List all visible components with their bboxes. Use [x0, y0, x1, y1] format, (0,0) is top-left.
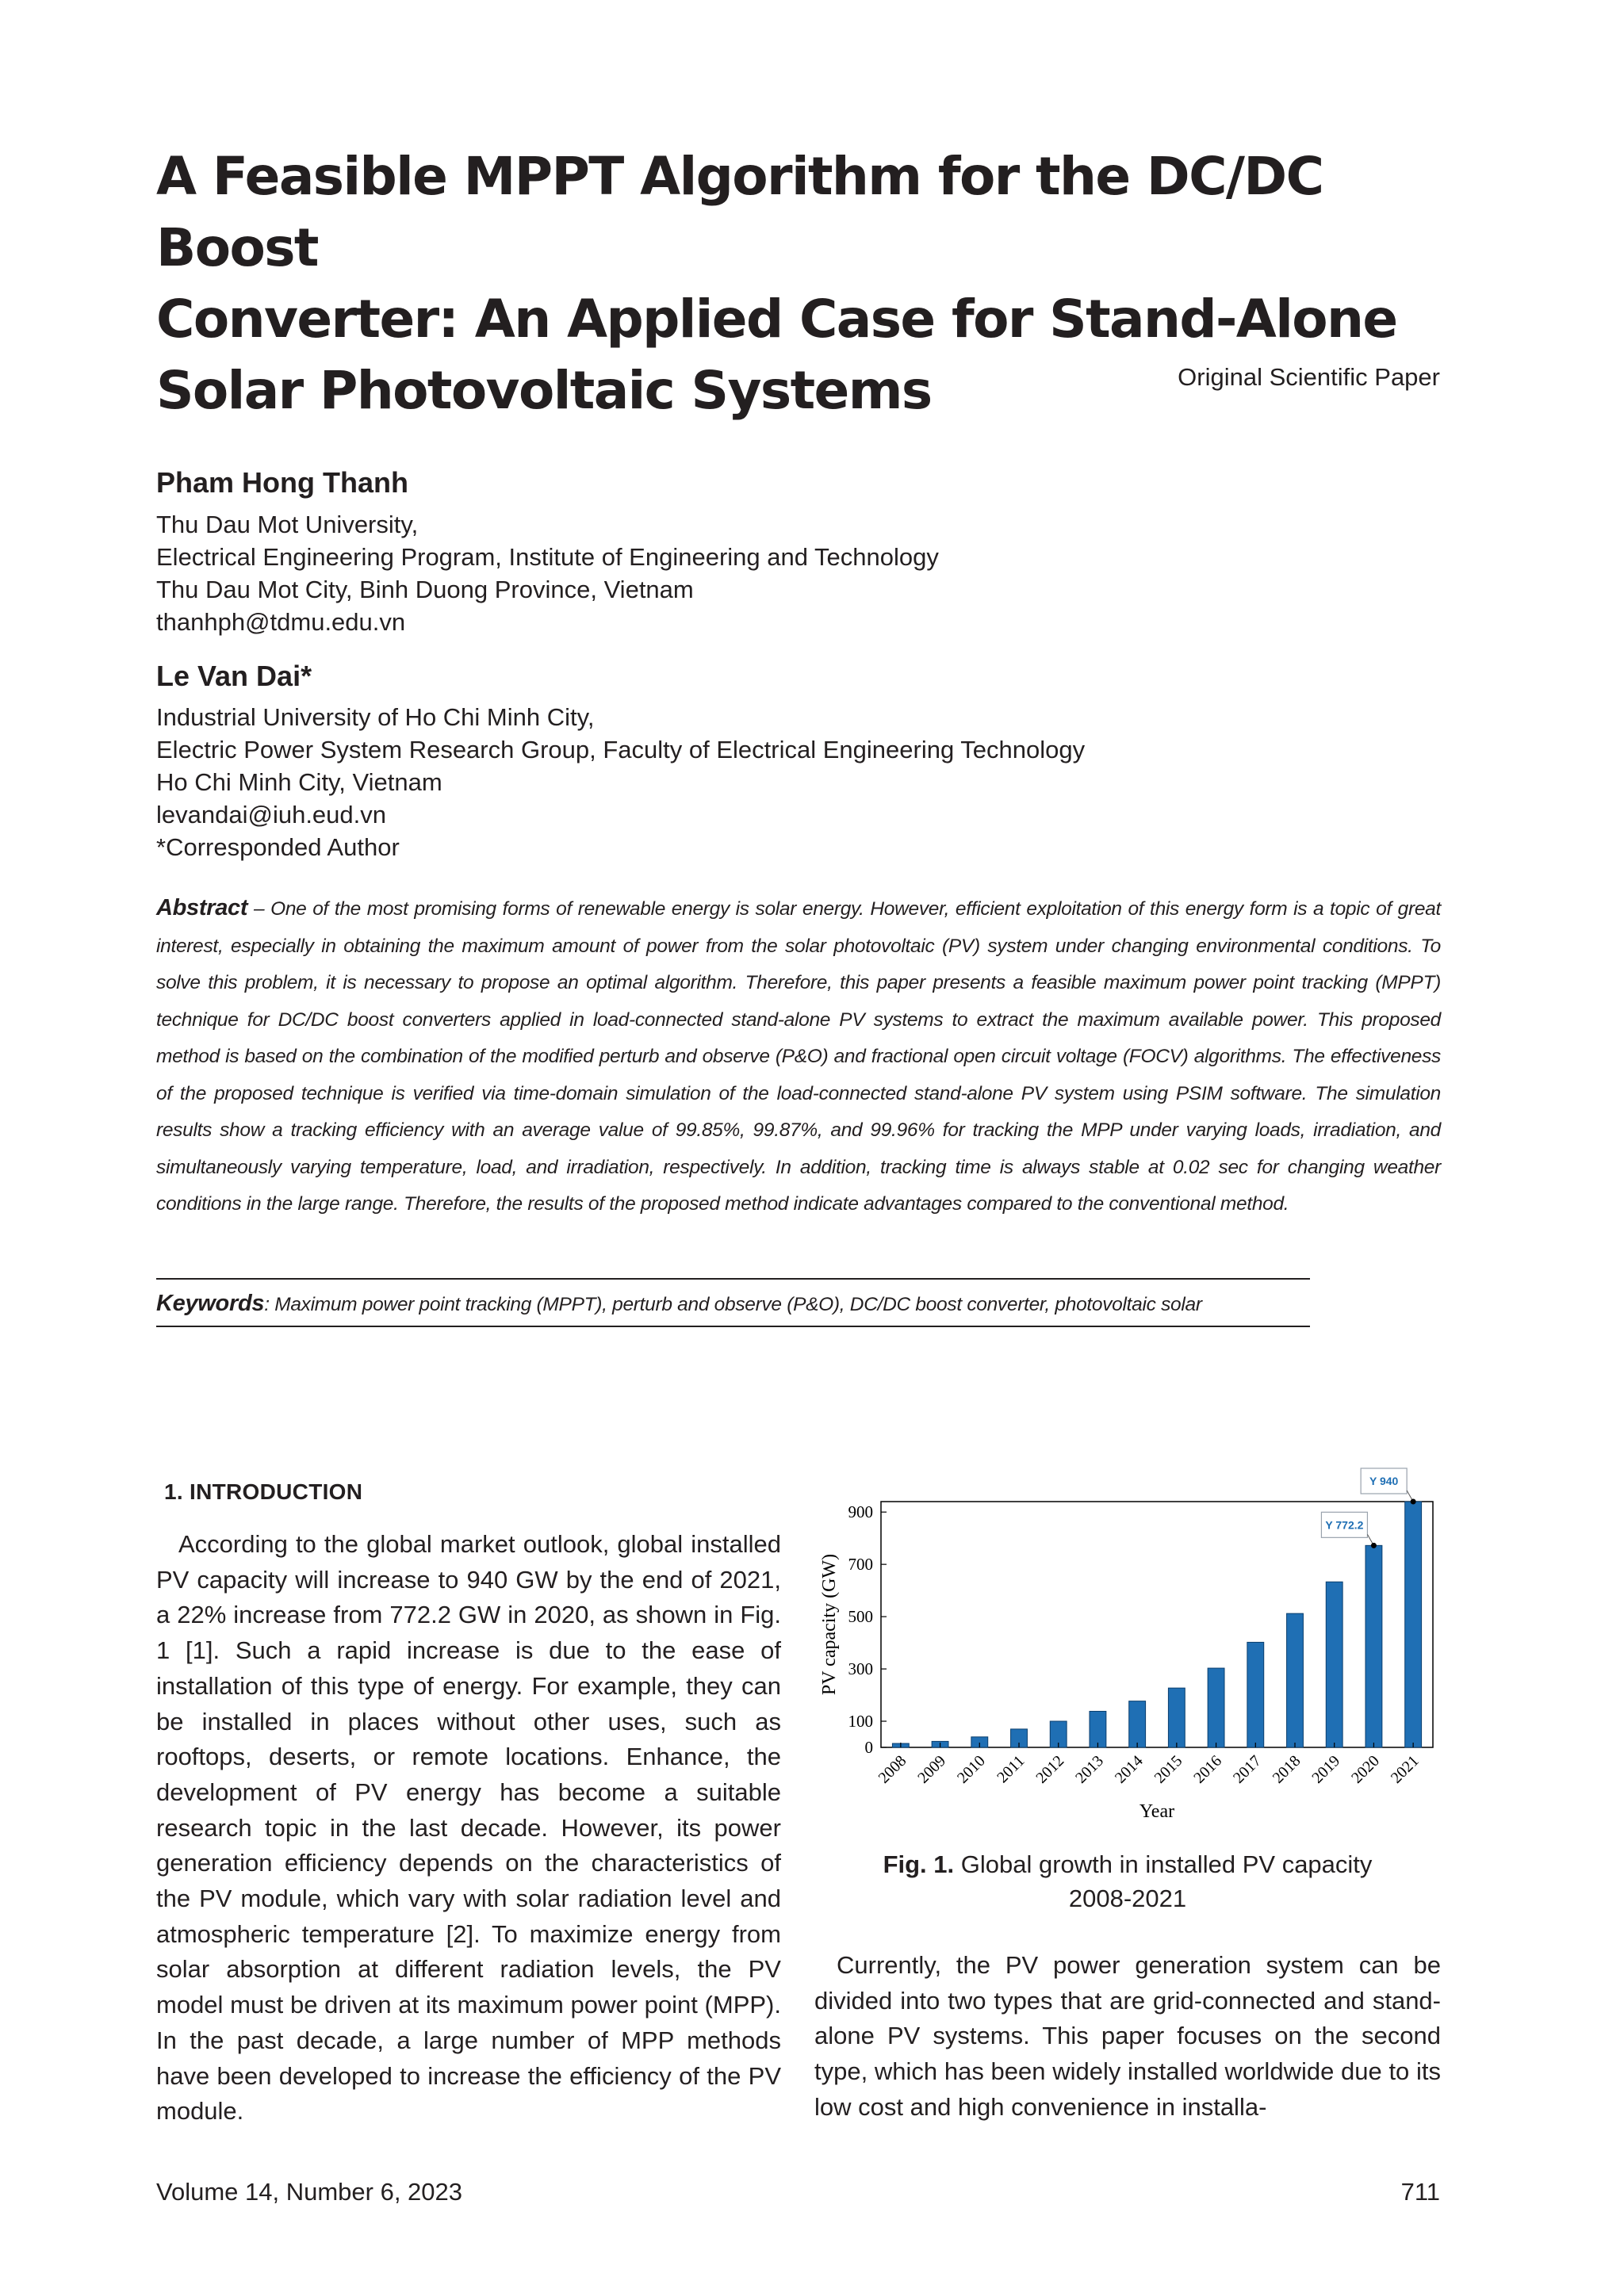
footer-volume: Volume 14, Number 6, 2023	[156, 2178, 463, 2206]
figure-caption	[814, 1847, 1441, 1915]
author-name: Pham Hong Thanh	[156, 466, 408, 499]
bar	[1287, 1613, 1304, 1747]
bar	[1326, 1582, 1342, 1747]
divider	[156, 1278, 1310, 1280]
affiliation-line: Ho Chi Minh City, Vietnam	[156, 768, 442, 796]
x-axis-label: Year	[1139, 1801, 1175, 1822]
x-tick-label: 2021	[1387, 1751, 1423, 1787]
x-tick-label: 2009	[914, 1751, 950, 1787]
x-tick-label: 2013	[1072, 1751, 1107, 1787]
y-tick-label: 100	[848, 1712, 873, 1732]
title-line: Solar Photovoltaic Systems	[156, 360, 932, 421]
bar	[1090, 1711, 1106, 1747]
x-tick-label: 2018	[1269, 1751, 1304, 1787]
keywords	[156, 1291, 1202, 1317]
bar	[1365, 1545, 1382, 1747]
y-tick-label: 300	[848, 1659, 873, 1679]
abstract	[156, 890, 1441, 1223]
paragraph: Currently, the PV power generation system can be divided into two types that are grid-connected and stand-alone PV systems. This paper focuses on the second type, which has been widely installed worldwide due to its low cost and high convenience in installa-	[814, 1951, 1441, 2121]
caption-text: Global growth in installed PV capacity	[954, 1850, 1373, 1878]
bar	[1247, 1642, 1264, 1747]
corresponding-note: *Corresponded Author	[156, 833, 400, 861]
x-tick-label: 2011	[994, 1751, 1028, 1787]
abstract-text: – One of the most promising forms of renewable energy is solar energy. However, efficient exploitation of this energy form is a topic of great interest, especially in obtaining the maximum amount of power from the solar photovoltaic (PV) system under changing environmental conditions. To solve this problem, it is necessary to propose an optimal algorithm. Therefore, this paper presents a feasible maximum power point tracking (MPPT) technique for DC/DC boost converters applied in load-connected stand-alone PV systems to extract the maximum available power. This proposed method is based on the combination of the modified perturb and observe (P&O) and fractional open circuit voltage (FOCV) algorithms. The effectiveness of the proposed technique is verified via time-domain simulation of the load-connected stand-alone PV system using PSIM software. The simulation results show a tracking efficiency with an average value of 99.85%, 99.87%, and 99.96% for tracking the MPP under varying loads, irradiation, and simultaneously varying temperature, load, and irradiation, respectively. In addition, tracking time is always stable at 0.02 sec for changing weather conditions in the large range. Therefore, the results of the proposed method indicate advantages compared to the conventional method.	[156, 898, 1441, 1215]
section-heading: 1. INTRODUCTION	[164, 1479, 363, 1504]
x-tick-label: 2012	[1032, 1751, 1068, 1787]
bar	[1405, 1502, 1422, 1747]
y-axis-label: PV capacity (GW)	[819, 1553, 840, 1696]
bar	[1129, 1701, 1146, 1747]
abstract-label: Abstract	[156, 895, 248, 920]
affiliation-line: Industrial University of Ho Chi Minh City,	[156, 703, 595, 731]
datatip-marker	[1371, 1543, 1377, 1548]
title-line: A Feasible MPPT Algorithm for the DC/DC Boost	[156, 146, 1323, 278]
datatip-marker	[1411, 1499, 1416, 1505]
intro-column-left	[156, 1527, 781, 2130]
figure-1	[814, 1475, 1441, 1823]
affiliation-line: Electric Power System Research Group, Faculty of Electrical Engineering Technology	[156, 736, 1086, 763]
x-tick-label: 2014	[1111, 1751, 1147, 1787]
x-tick-label: 2008	[875, 1751, 910, 1787]
keywords-text: : Maximum power point tracking (MPPT), perturb and observe (P&O), DC/DC boost converter, photovoltaic solar	[264, 1294, 1202, 1315]
bar	[1168, 1688, 1185, 1747]
figure-label: Fig. 1.	[883, 1850, 955, 1878]
y-tick-label: 0	[864, 1738, 873, 1757]
title-line: Converter: An Applied Case for Stand-Alone	[156, 289, 1397, 350]
plot-frame	[881, 1502, 1433, 1747]
divider	[156, 1326, 1310, 1327]
x-tick-label: 2010	[953, 1751, 989, 1787]
author-email[interactable]: thanhph@tdmu.edu.vn	[156, 608, 406, 636]
x-tick-label: 2015	[1151, 1751, 1186, 1787]
caption-text: 2008-2021	[1068, 1885, 1187, 1912]
paper-type: Original Scientific Paper	[1178, 363, 1440, 391]
author-affiliation	[156, 508, 939, 638]
affiliation-line: Thu Dau Mot University,	[156, 511, 419, 538]
author-affiliation	[156, 701, 1085, 863]
affiliation-line: Thu Dau Mot City, Binh Duong Province, Vietnam	[156, 576, 694, 603]
page-number: 711	[1400, 2178, 1440, 2206]
y-tick-label: 500	[848, 1607, 873, 1627]
bar-chart	[814, 1475, 1441, 1823]
datatip-label: Y 940	[1369, 1475, 1399, 1487]
x-tick-label: 2017	[1229, 1751, 1265, 1787]
x-tick-label: 2016	[1190, 1751, 1226, 1787]
y-tick-label: 700	[848, 1555, 873, 1575]
intro-column-right	[814, 1948, 1441, 2126]
datatip-label: Y 772.2	[1325, 1518, 1364, 1532]
x-tick-label: 2020	[1348, 1751, 1383, 1787]
y-tick-label: 900	[848, 1502, 873, 1522]
affiliation-line: Electrical Engineering Program, Institute of Engineering and Technology	[156, 543, 939, 571]
paragraph: According to the global market outlook, global installed PV capacity will increase to 940 GW by the end of 2021, a 22% increase from 772.2 GW in 2020, as shown in Fig. 1 [1]. Such a rapid increase is due to the ease of installation of this type of energy. For example, they can be installed in places without other uses, such as rooftops, deserts, or remote locations. Enhance, the development of PV energy has become a suitable research topic in the last decade. However, its power generation efficiency depends on the characteristics of the PV module, which vary with solar radiation level and atmospheric temperature [2]. To maximize energy from solar absorption at different radiation levels, the PV model must be driven at its maximum power point (MPP). In the past decade, a large number of MPP methods have been developed to increase the efficiency of the PV module.	[156, 1530, 781, 2126]
author-name: Le Van Dai*	[156, 660, 312, 692]
author-email[interactable]: levandai@iuh.eud.vn	[156, 801, 387, 828]
x-tick-label: 2019	[1308, 1751, 1344, 1787]
keywords-label: Keywords	[156, 1291, 265, 1316]
bar	[1208, 1668, 1224, 1747]
